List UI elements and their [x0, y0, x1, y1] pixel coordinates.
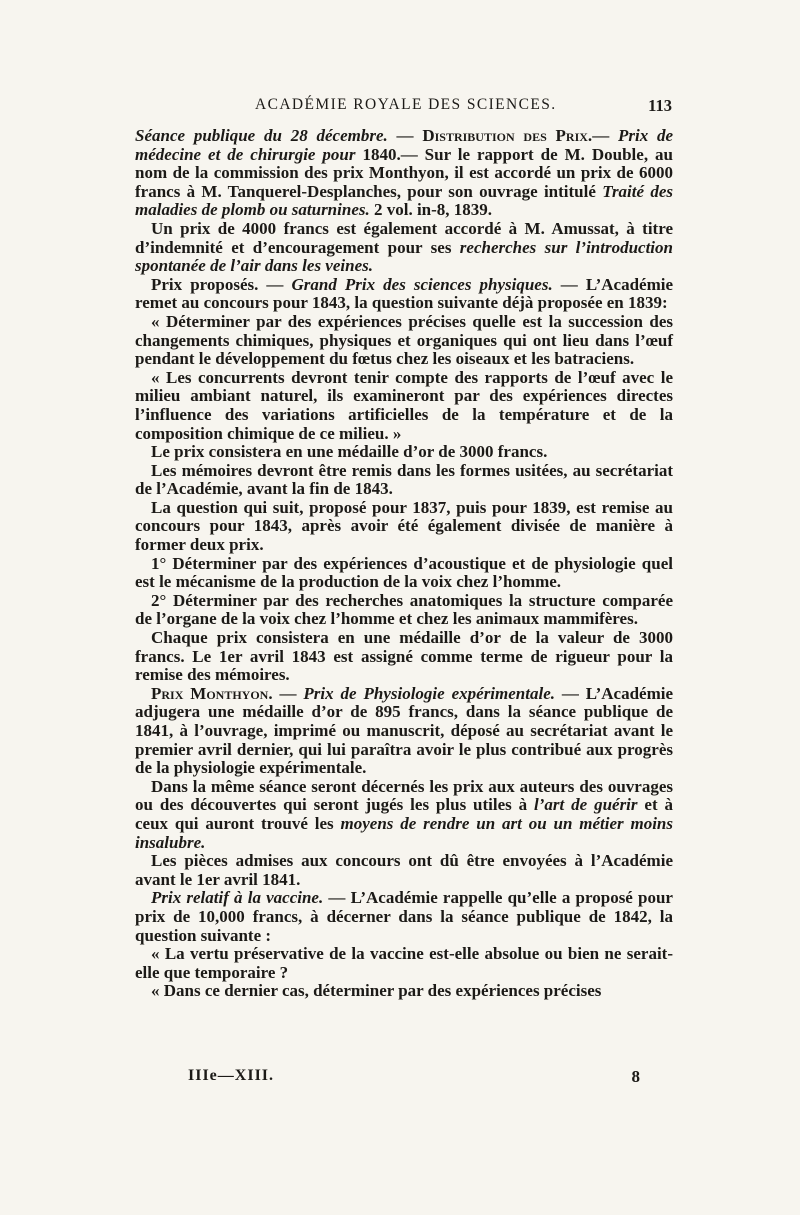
running-title: ACADÉMIE ROYALE DES SCIENCES.	[255, 96, 557, 113]
prize-heading: Grand Prix des sciences physiques.	[291, 274, 553, 294]
paragraph-chaque-prix	[135, 629, 673, 685]
paragraph-text: 2° Déterminer par des recherches anatomiques la structure comparée de l’organe de la voix chez l’homme et chez les animaux mammifères.	[135, 590, 673, 629]
paragraph-acoustique	[135, 555, 673, 592]
prize-heading: Prix de Physiologie expérimentale.	[303, 683, 555, 703]
paragraph-text: Le prix consistera en une médaille d’or de 3000 francs.	[151, 442, 548, 462]
paragraph-text: — L’Académie remet au concours pour 1843, la question suivante déjà proposée en 1839:	[135, 274, 674, 313]
sheet-number: 8	[631, 1067, 640, 1086]
page-number: 113	[648, 96, 672, 115]
monthyon-heading: Prix Monthyon.	[151, 683, 273, 703]
paragraph-vertu	[135, 945, 673, 982]
paragraph-prix-proposes	[135, 276, 673, 313]
paragraph-seance-publique	[135, 127, 673, 220]
paragraph-text: — L’Académie adjugera une médaille d’or de 895 francs, dans la séance publique de 1841, à l’ouvrage, imprimé ou manuscrit, déposé au secrétariat avant le premier avril dernier, qui lui paraîtra avoir le plus contribué aux progrès de la physiologie expérimentale.	[135, 683, 673, 778]
distribution-heading: Distribution des Prix.	[422, 126, 593, 145]
paragraph-text: Les pièces admises aux concours ont dû être envoyées à l’Académie avant le 1er avril 1841.	[135, 851, 673, 889]
paragraph-text: « La vertu préservative de la vaccine est-elle absolue ou bien ne serait-elle que temporaire ?	[135, 944, 673, 982]
paragraph-pieces-admises	[135, 852, 673, 889]
paragraph-dernier-cas	[135, 982, 673, 1001]
page-header	[132, 96, 672, 120]
paragraph-concurrents	[135, 369, 673, 443]
prize-heading: Prix de médecine et de chirurgie pour	[135, 126, 674, 164]
paragraph-text: Prix proposés. —	[151, 274, 292, 294]
prize-heading: Prix relatif à la vaccine.	[151, 888, 324, 908]
paragraph-memoires	[135, 462, 673, 499]
paragraph-question-1837	[135, 499, 673, 555]
emphasis-text: l’art de guérir	[534, 795, 638, 815]
paragraph-text: 1840.— Sur le rapport de M. Double, au nom de la commission des prix Monthyon, il est accordé un prix de 6000 francs à M. Tanquerel-Desplanches, pour son ouvrage intitulé	[135, 144, 673, 201]
dash: —	[592, 126, 618, 145]
paragraph-text: « Déterminer par des expériences précises quelle est la succession des changements chimiques, physiques et organiques qui ont lieu dans l’œuf pendant le développement du fœtus chez les oiseaux et les batraciens.	[135, 311, 673, 369]
paragraph-text: et à ceux qui auront trouvé les	[135, 795, 673, 833]
work-title: Traité des maladies de plomb ou saturnines.	[135, 181, 673, 220]
work-title: recherches sur l’introduction spontanée de l’air dans les veines.	[135, 237, 673, 276]
session-heading: Séance publique du 28 décembre.	[135, 126, 388, 145]
dash: —	[272, 683, 304, 703]
paragraph-text: Dans la même séance seront décernés les prix aux auteurs des ouvrages ou des découvertes qui seront jugés les plus utiles à	[135, 776, 673, 815]
paragraph-amussat	[135, 220, 673, 276]
dash: —	[387, 126, 423, 145]
paragraph-text: « Les concurrents devront tenir compte des rapports de l’œuf avec le milieu ambiant naturel, ils examineront par des expériences directes l’influence des variations artificielles de la température et de la composition chimique de ce milieu. »	[135, 367, 673, 443]
paragraph-text: — L’Académie rappelle qu’elle a proposé pour prix de 10,000 francs, à décerner dans la séance publique de 1842, la question suivante :	[135, 888, 673, 945]
paragraph-text: 1° Déterminer par des expériences d’acoustique et de physiologie quel est le mécanisme de la production de la voix chez l’homme.	[135, 553, 673, 592]
emphasis-text: moyens de rendre un art ou un métier moins insalubre.	[135, 813, 673, 852]
paragraph-text: Les mémoires devront être remis dans les formes usitées, au secrétariat de l’Académie, avant la fin de 1843.	[135, 460, 673, 499]
paragraph-text: Un prix de 4000 francs est également accordé à M. Amussat, à titre d’indemnité et d’encouragement pour ses	[135, 218, 673, 257]
body-text	[135, 127, 673, 1001]
paragraph-anatomie	[135, 592, 673, 629]
signature-mark: IIIe—XIII.	[188, 1067, 275, 1084]
paragraph-text: « Dans ce dernier cas, déterminer par des expériences précises	[151, 981, 602, 1001]
paragraph-vaccine	[135, 889, 673, 945]
paragraph-prix-monthyon	[135, 685, 673, 778]
paragraph-meme-seance	[135, 778, 673, 852]
paragraph-text: La question qui suit, proposé pour 1837, puis pour 1839, est remise au concours pour 1843, après avoir été également divisée de manière à former deux prix.	[135, 497, 673, 555]
paragraph-question	[135, 313, 673, 369]
paragraph-text: Chaque prix consistera en une médaille d’or de la valeur de 3000 francs. Le 1er avril 1843 est assigné comme terme de rigueur pour la remise des mémoires.	[135, 628, 673, 685]
paragraph-medaille	[135, 443, 673, 462]
paragraph-text: 2 vol. in-8, 1839.	[369, 200, 493, 220]
